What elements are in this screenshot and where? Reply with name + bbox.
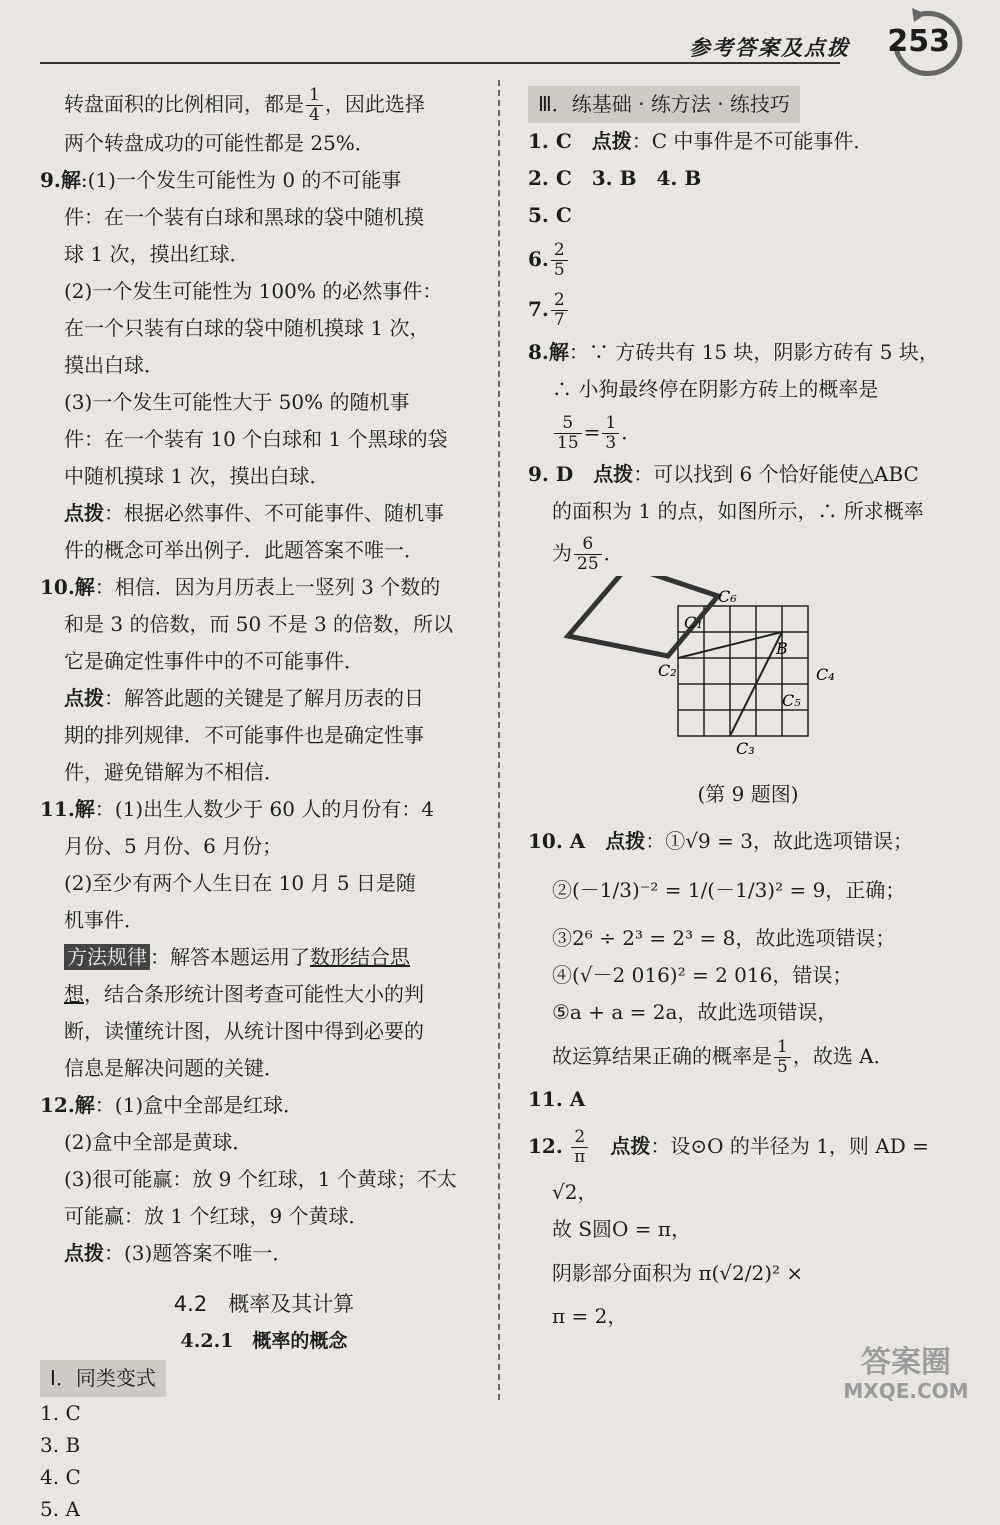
answer-line: 5. C xyxy=(528,203,572,227)
text-line: (3)一个发生可能性大于 50% 的随机事 xyxy=(64,390,410,414)
svg-text:C₅: C₅ xyxy=(782,691,801,710)
text-line: 件：在一个装有白球和黑球的袋中随机摸 xyxy=(64,205,424,229)
text-line: 摸出白球． xyxy=(64,353,164,377)
page-header xyxy=(40,12,960,74)
part-heading: Ⅰ．同类变式 xyxy=(40,1360,488,1397)
text-line: 在一个只装有白球的袋中随机摸球 1 次， xyxy=(64,316,430,340)
answer-9: 9. D 点拨：可以找到 6 个恰好能使△ABC xyxy=(528,462,919,486)
column-divider xyxy=(498,80,500,1400)
answer-line: 2. C 3. B 4. B xyxy=(528,166,702,190)
text-line: 信息是解决问题的关键． xyxy=(64,1056,284,1080)
text-line: (2)一个发生可能性为 100% 的必然事件： xyxy=(64,279,443,303)
text-line: 断，读懂统计图，从统计图中得到必要的 xyxy=(64,1019,424,1043)
text-line: (2)至少有两个人生日在 10 月 5 日是随 xyxy=(64,871,416,895)
text-line: 转盘面积的比例相同，都是 $\frac{1}{4}$ ，因此选择 xyxy=(64,85,425,125)
answer-7: 7. $\frac{2}{7}$ xyxy=(528,284,968,334)
header-title: 参考答案及点拨 xyxy=(689,36,850,60)
answer-12: 12. $\frac{2}{\pi}$ 点拨：设⊙O 的半径为 1，则 AD = xyxy=(528,1127,929,1167)
text-line: ④(√－2 016)² = 2 016，错误； xyxy=(552,963,853,987)
section-title: 4.2 概率及其计算 xyxy=(173,1292,355,1316)
text-line: 机事件． xyxy=(64,908,144,932)
hint-line: 点拨：根据必然事件、不可能事件、随机事 xyxy=(64,501,444,525)
text-line: 件，避免错解为不相信． xyxy=(64,760,284,784)
figure-caption: (第 9 题图) xyxy=(697,782,799,806)
text-line: ②(－1/3)⁻² = 1/(－1/3)² = 9，正确； xyxy=(552,878,906,902)
method-tag: 方法规律 xyxy=(64,944,150,970)
answer-10: 10. A 点拨：①√9 = 3，故此选项错误； xyxy=(528,829,913,853)
answer-11: 11.解：(1)出生人数少于 60 人的月份有：4 xyxy=(40,797,435,821)
answer-line: 3. B xyxy=(40,1433,81,1457)
fraction: $\frac{1}{4}$ xyxy=(306,86,323,125)
part-heading: Ⅲ．练基础 · 练方法 · 练技巧 xyxy=(528,86,968,123)
svg-text:B: B xyxy=(776,639,788,658)
svg-text:C₁: C₁ xyxy=(684,613,703,632)
fraction: $\frac{2}{7}$ xyxy=(551,291,568,330)
answer-line: 11. A xyxy=(528,1087,586,1111)
text-line: 两个转盘成功的可能性都是 25%． xyxy=(64,131,375,155)
answer-line: 5. A xyxy=(40,1497,80,1521)
answer-line: 1. C xyxy=(40,1401,81,1425)
svg-text:C₂: C₂ xyxy=(658,661,677,680)
text-line: ③2⁶ ÷ 2³ = 2³ = 8，故此选项错误； xyxy=(552,926,896,950)
svg-text:C₃: C₃ xyxy=(736,739,755,758)
answer-10: 10.解：相信．因为月历表上一竖列 3 个数的 xyxy=(40,575,441,599)
answer-8: 8.解：∵ 方砖共有 15 块，阴影方砖有 5 块， xyxy=(528,340,939,364)
subsection-title: 4.2.1 概率的概念 xyxy=(180,1330,348,1352)
answer-1: 1. C 点拨：C 中事件是不可能事件． xyxy=(528,129,874,153)
text-line: (3)很可能赢：放 9 个红球，1 个黄球；不太 xyxy=(64,1167,457,1191)
left-column xyxy=(40,86,488,1525)
text-line: 期的排列规律．不可能事件也是确定性事 xyxy=(64,723,424,747)
hint-line: 点拨：解答此题的关键是了解月历表的日 xyxy=(64,686,424,710)
text-line: √2， xyxy=(552,1180,598,1204)
method-line: 方法规律 ：解答本题运用了数形结合思 xyxy=(40,939,488,976)
text-line: (2)盒中全部是黄球． xyxy=(64,1130,253,1154)
text-line: $\frac{5}{15}$ = $\frac{1}{3}$ ． xyxy=(528,408,968,456)
text-line: 件的概念可举出例子．此题答案不唯一． xyxy=(64,538,424,562)
fraction: $\frac{2}{5}$ xyxy=(551,241,568,280)
text-line: 的面积为 1 的点，如图所示，∴ 所求概率 xyxy=(552,499,924,523)
answer-12: 12.解：(1)盒中全部是红球． xyxy=(40,1093,304,1117)
page-number-badge xyxy=(882,6,970,82)
answer-9: 9.解:(1)一个发生可能性为 0 的不可能事 xyxy=(40,168,402,192)
svg-text:C₆: C₆ xyxy=(718,587,737,606)
text-line: 球 1 次，摸出红球． xyxy=(64,242,250,266)
text-line: 中随机摸球 1 次，摸出白球． xyxy=(64,464,330,488)
text-line: ∴ 小狗最终停在阴影方砖上的概率是 xyxy=(552,377,879,401)
text-line: 阴影部分面积为 π(√2/2)² × xyxy=(552,1261,804,1285)
text-line: 故运算结果正确的概率是 $\frac{1}{5}$ ，故选 A． xyxy=(552,1037,894,1077)
text-line: 为 $\frac{6}{25}$ ． xyxy=(552,534,624,574)
text-line: 故 S圆O = π， xyxy=(552,1217,692,1241)
watermark-logo: 答案圈 MXQE.COM xyxy=(843,1345,969,1403)
text-line: 件：在一个装有 10 个白球和 1 个黑球的袋 xyxy=(64,427,448,451)
text-line: 它是确定性事件中的不可能事件． xyxy=(64,649,364,673)
answer-line: 4. C xyxy=(40,1465,81,1489)
hint-line: 点拨：(3)题答案不唯一． xyxy=(64,1241,293,1265)
text-line: 和是 3 的倍数，而 50 不是 3 的倍数，所以 xyxy=(64,612,454,636)
header-rule xyxy=(40,62,840,64)
text-line: 想，结合条形统计图考查可能性大小的判 xyxy=(64,982,424,1006)
svg-text:C₄: C₄ xyxy=(816,665,835,684)
text-line: ⑤a + a = 2a，故此选项错误， xyxy=(552,1000,838,1024)
answer-6: 6. $\frac{2}{5}$ xyxy=(528,234,968,284)
grid-diagram xyxy=(528,576,968,776)
right-column xyxy=(528,86,968,1335)
text-line: π = 2， xyxy=(552,1304,628,1328)
figure-q9 xyxy=(528,576,968,776)
text-line: 可能赢：放 1 个红球，9 个黄球． xyxy=(64,1204,369,1228)
page-number: 253 xyxy=(887,24,950,59)
text-line: 月份、5 月份、6 月份； xyxy=(64,834,283,858)
